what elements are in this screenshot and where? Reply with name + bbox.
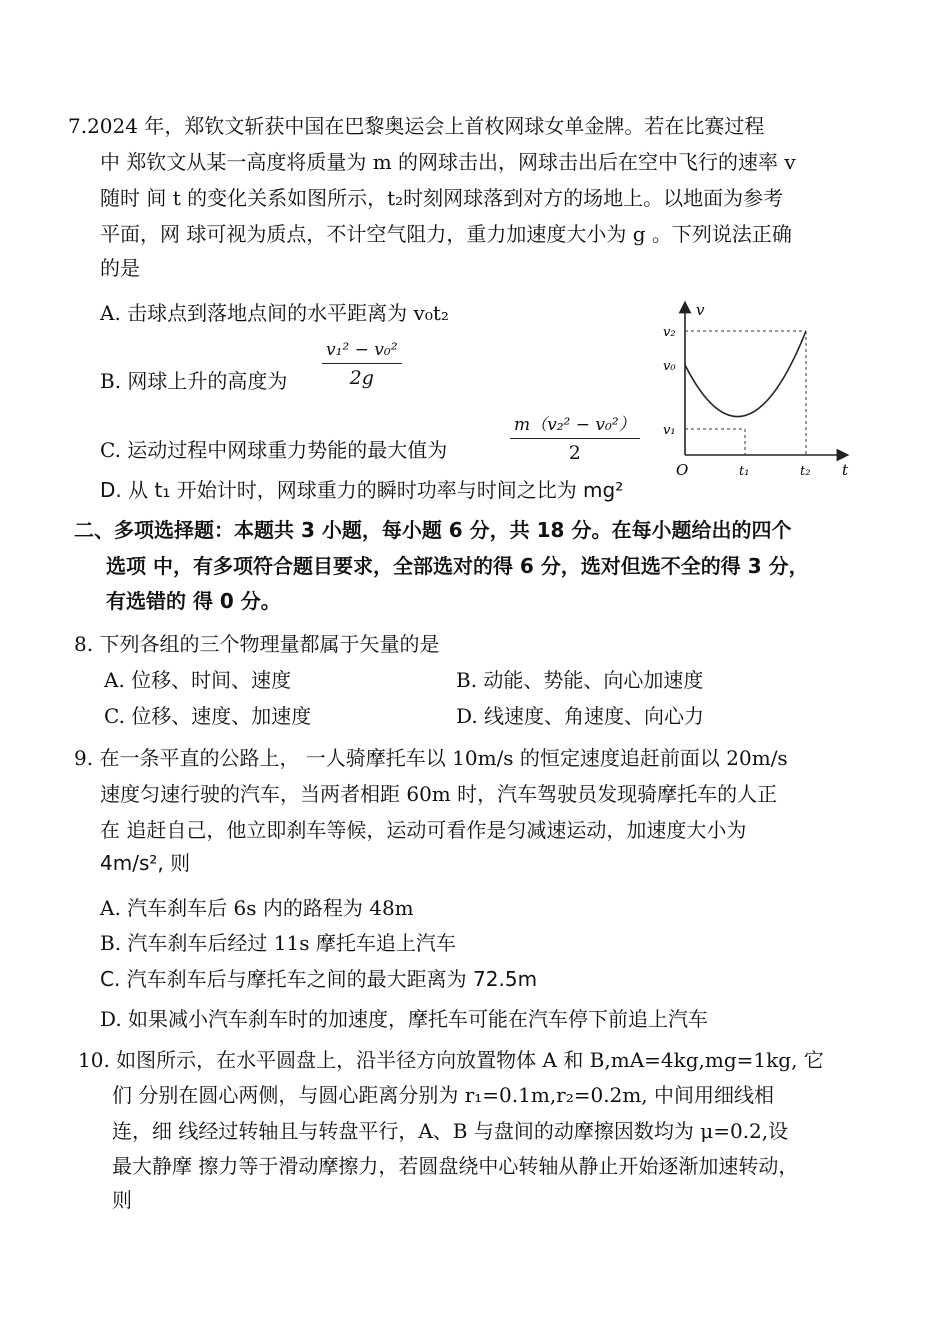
q7-option-b-fraction (322, 340, 402, 389)
q7-line-2: 中 郑钦文从某一高度将质量为 m 的网球击出，网球击出后在空中飞行的速率 v (100, 150, 796, 174)
q7-option-a: A. 击球点到落地点间的水平距离为 v₀t₂ (100, 301, 449, 325)
q7-line-1: 7.2024 年，郑钦文斩获中国在巴黎奥运会上首枚网球女单金牌。若在比赛过程 (68, 114, 765, 138)
q7-option-c-fraction (510, 410, 640, 464)
q7-line-4: 平面，网 球可视为质点，不计空气阻力，重力加速度大小为 g 。下列说法正确 (100, 222, 792, 246)
q10-line-1: 10. 如图所示，在水平圆盘上，沿半径方向放置物体 A 和 B,mA=4kg,mg=1kg, 它 (78, 1048, 824, 1072)
q7-option-b: B. 网球上升的高度为 (100, 369, 288, 393)
y-axis-label: v (696, 301, 705, 319)
q8-stem: 8. 下列各组的三个物理量都属于矢量的是 (74, 632, 440, 656)
q10-line-5: 则 (112, 1188, 132, 1212)
q10-line-2: 们 分别在圆心两侧，与圆心距离分别为 r₁=0.1m,r₂=0.2m, 中间用细线相 (112, 1083, 775, 1107)
section2-line-2: 选项 中，有多项符合题目要求，全部选对的得 6 分，选对但选不全的得 3 分， (106, 554, 809, 578)
origin-label: O (676, 461, 689, 479)
v2-label: v₂ (663, 325, 676, 340)
q9-line-1: 9. 在一条平直的公路上， 一人骑摩托车以 10m/s 的恒定速度追赶前面以 20m/s (74, 746, 788, 770)
section2-line-3: 有选错的 得 0 分。 (106, 589, 281, 613)
q9-option-a: A. 汽车刹车后 6s 内的路程为 48m (100, 896, 414, 920)
q7-option-b-denominator: 2g (349, 367, 374, 389)
v0-label: v₀ (663, 359, 676, 374)
q7-line-3: 随时 间 t 的变化关系如图所示，t₂时刻网球落到对方的场地上。以地面为参考 (100, 186, 784, 210)
t2-label: t₂ (800, 464, 811, 479)
x-axis-label: t (842, 461, 849, 479)
q8-option-b: B. 动能、势能、向心加速度 (456, 668, 704, 692)
q9-option-c: C. 汽车刹车后与摩托车之间的最大距离为 72.5m (100, 967, 538, 991)
q9-line-4: 4m/s², 则 (100, 851, 191, 875)
q8-option-d: D. 线速度、角速度、向心力 (456, 704, 705, 728)
v1-label: v₁ (663, 423, 676, 438)
q7-option-c-denominator: 2 (568, 442, 581, 464)
speed-curve (685, 331, 806, 417)
t1-label: t₁ (739, 464, 750, 479)
q8-option-a: A. 位移、时间、速度 (104, 668, 292, 692)
q8-option-c: C. 位移、速度、加速度 (104, 704, 312, 728)
q7-option-c: C. 运动过程中网球重力势能的最大值为 (100, 438, 448, 462)
section2-line-1: 二、多项选择题：本题共 3 小题，每小题 6 分，共 18 分。在每小题给出的四个 (74, 518, 792, 542)
q9-line-2: 速度匀速行驶的汽车，当两者相距 60m 时，汽车驾驶员发现骑摩托车的人正 (100, 782, 778, 806)
q9-option-d: D. 如果减小汽车刹车时的加速度，摩托车可能在汽车停下前追上汽车 (100, 1007, 709, 1031)
velocity-time-graph (660, 295, 860, 485)
q7-line-5: 的是 (100, 256, 140, 280)
q7-option-b-numerator: v₁² − v₀² (322, 340, 402, 364)
q7-option-c-numerator: m（v₂² − v₀²） (510, 410, 640, 439)
q9-option-b: B. 汽车刹车后经过 11s 摩托车追上汽车 (100, 931, 456, 955)
q10-line-3: 连，细 线经过转轴且与转盘平行，A、B 与盘间的动摩擦因数均为 μ=0.2,设 (112, 1119, 789, 1143)
q10-line-4: 最大静摩 擦力等于滑动摩擦力，若圆盘绕中心转轴从静止开始逐渐加速转动， (112, 1154, 799, 1178)
q9-line-3: 在 追赶自己，他立即刹车等候，运动可看作是匀减速运动，加速度大小为 (100, 818, 747, 842)
q7-option-d: D. 从 t₁ 开始计时，网球重力的瞬时功率与时间之比为 mg² (100, 478, 624, 502)
